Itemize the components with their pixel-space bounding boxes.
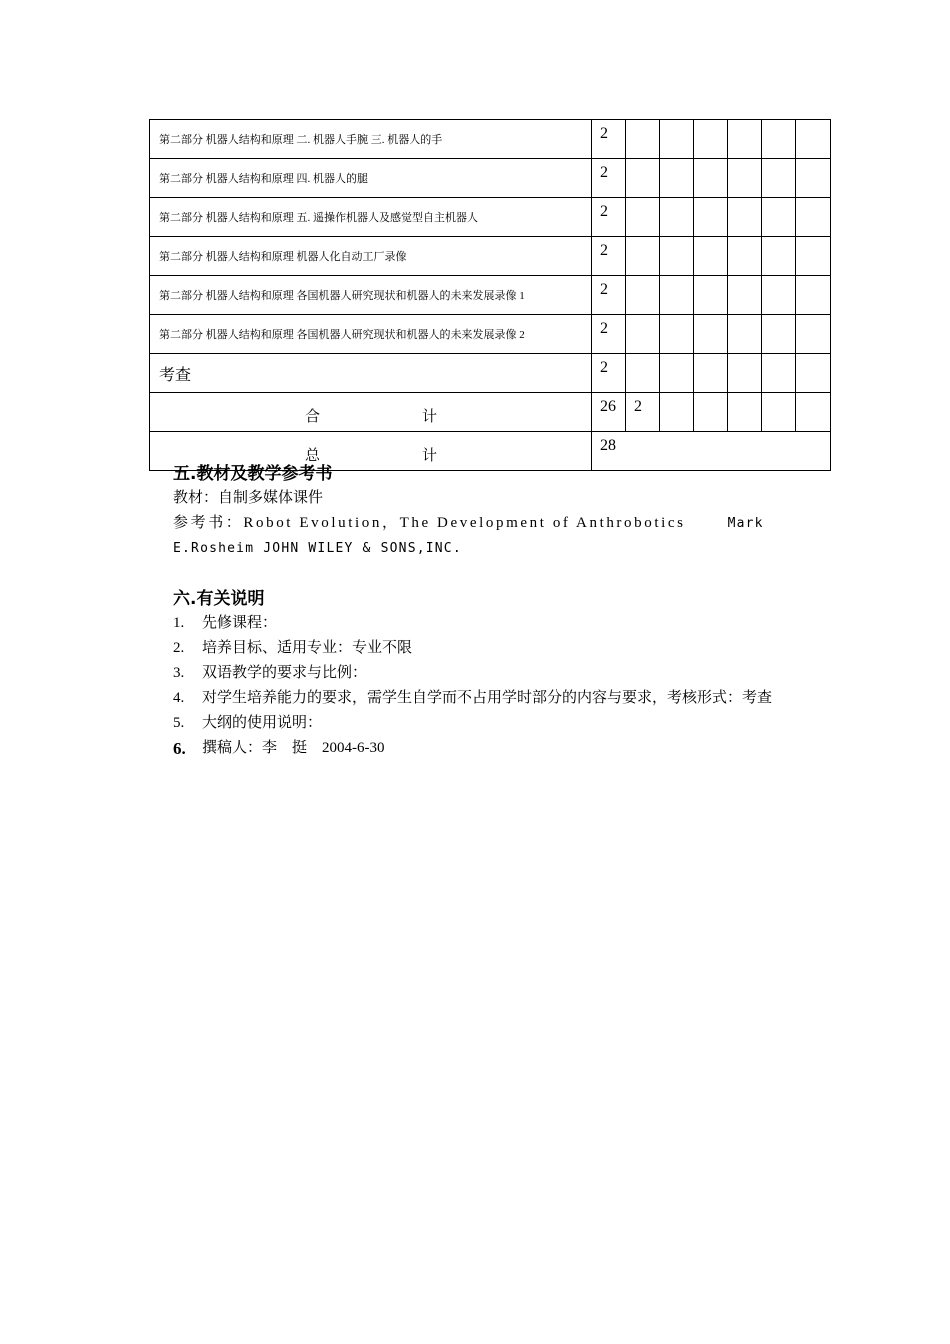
hours-cell: 2 [592,237,626,276]
reference-publisher-line: E.Rosheim JOHN WILEY & SONS,INC. [173,541,462,556]
notes-list [173,611,812,761]
table-row [150,159,831,198]
topic-cell: 第二部分 机器人结构和原理 机器人化自动工厂录像 [150,237,592,276]
subtotal-lecture-cell: 26 [592,393,626,432]
topic-cell: 第二部分 机器人结构和原理 二. 机器人手腕 三. 机器人的手 [150,120,592,159]
subtotal-label: 合 计 [150,393,592,432]
textbook-section [173,459,764,561]
list-item: 4. 对学生培养能力的要求，需学生自学而不占用学时部分的内容与要求，考核形式：考查 [173,690,773,706]
list-item: 5. 大纲的使用说明： [173,715,323,731]
table-row [150,120,831,159]
list-item: 3. 双语教学的要求与比例： [173,665,368,681]
hours-cell: 2 [592,354,626,393]
table-row [150,198,831,237]
topic-cell: 第二部分 机器人结构和原理 四. 机器人的腿 [150,159,592,198]
notes-section [173,584,812,761]
topic-cell: 第二部分 机器人结构和原理 五. 遥操作机器人及感觉型自主机器人 [150,198,592,237]
table-row [150,276,831,315]
topic-cell: 第二部分 机器人结构和原理 各国机器人研究现状和机器人的未来发展录像 1 [150,276,592,315]
subtotal-row [150,393,831,432]
list-item: 1. 先修课程： [173,615,278,631]
total-value-cell: 28 [592,432,831,471]
table-row [150,315,831,354]
section-heading: 六.有关说明 [173,589,265,609]
total-label: 总 计 [150,432,592,471]
hours-cell: 2 [592,315,626,354]
table-row [150,354,831,393]
list-item: 2. 培养目标、适用专业：专业不限 [173,640,413,656]
hours-cell: 2 [592,120,626,159]
hours-cell: 2 [592,198,626,237]
list-item: 6. 撰稿人：李 挺 2004-6-30 [173,739,385,758]
topic-cell: 考查 [150,354,592,393]
textbook-line: 教材：自制多媒体课件 [173,490,324,506]
reference-line: 参考书：Robot Evolution，The Development of Anthrobotics Mark [173,515,764,531]
table-row [150,237,831,276]
schedule-table [149,119,831,471]
hours-cell: 2 [592,276,626,315]
subtotal-other-cell: 2 [626,393,660,432]
section-heading: 五.教材及教学参考书 [173,464,333,484]
topic-cell: 第二部分 机器人结构和原理 各国机器人研究现状和机器人的未来发展录像 2 [150,315,592,354]
hours-cell: 2 [592,159,626,198]
